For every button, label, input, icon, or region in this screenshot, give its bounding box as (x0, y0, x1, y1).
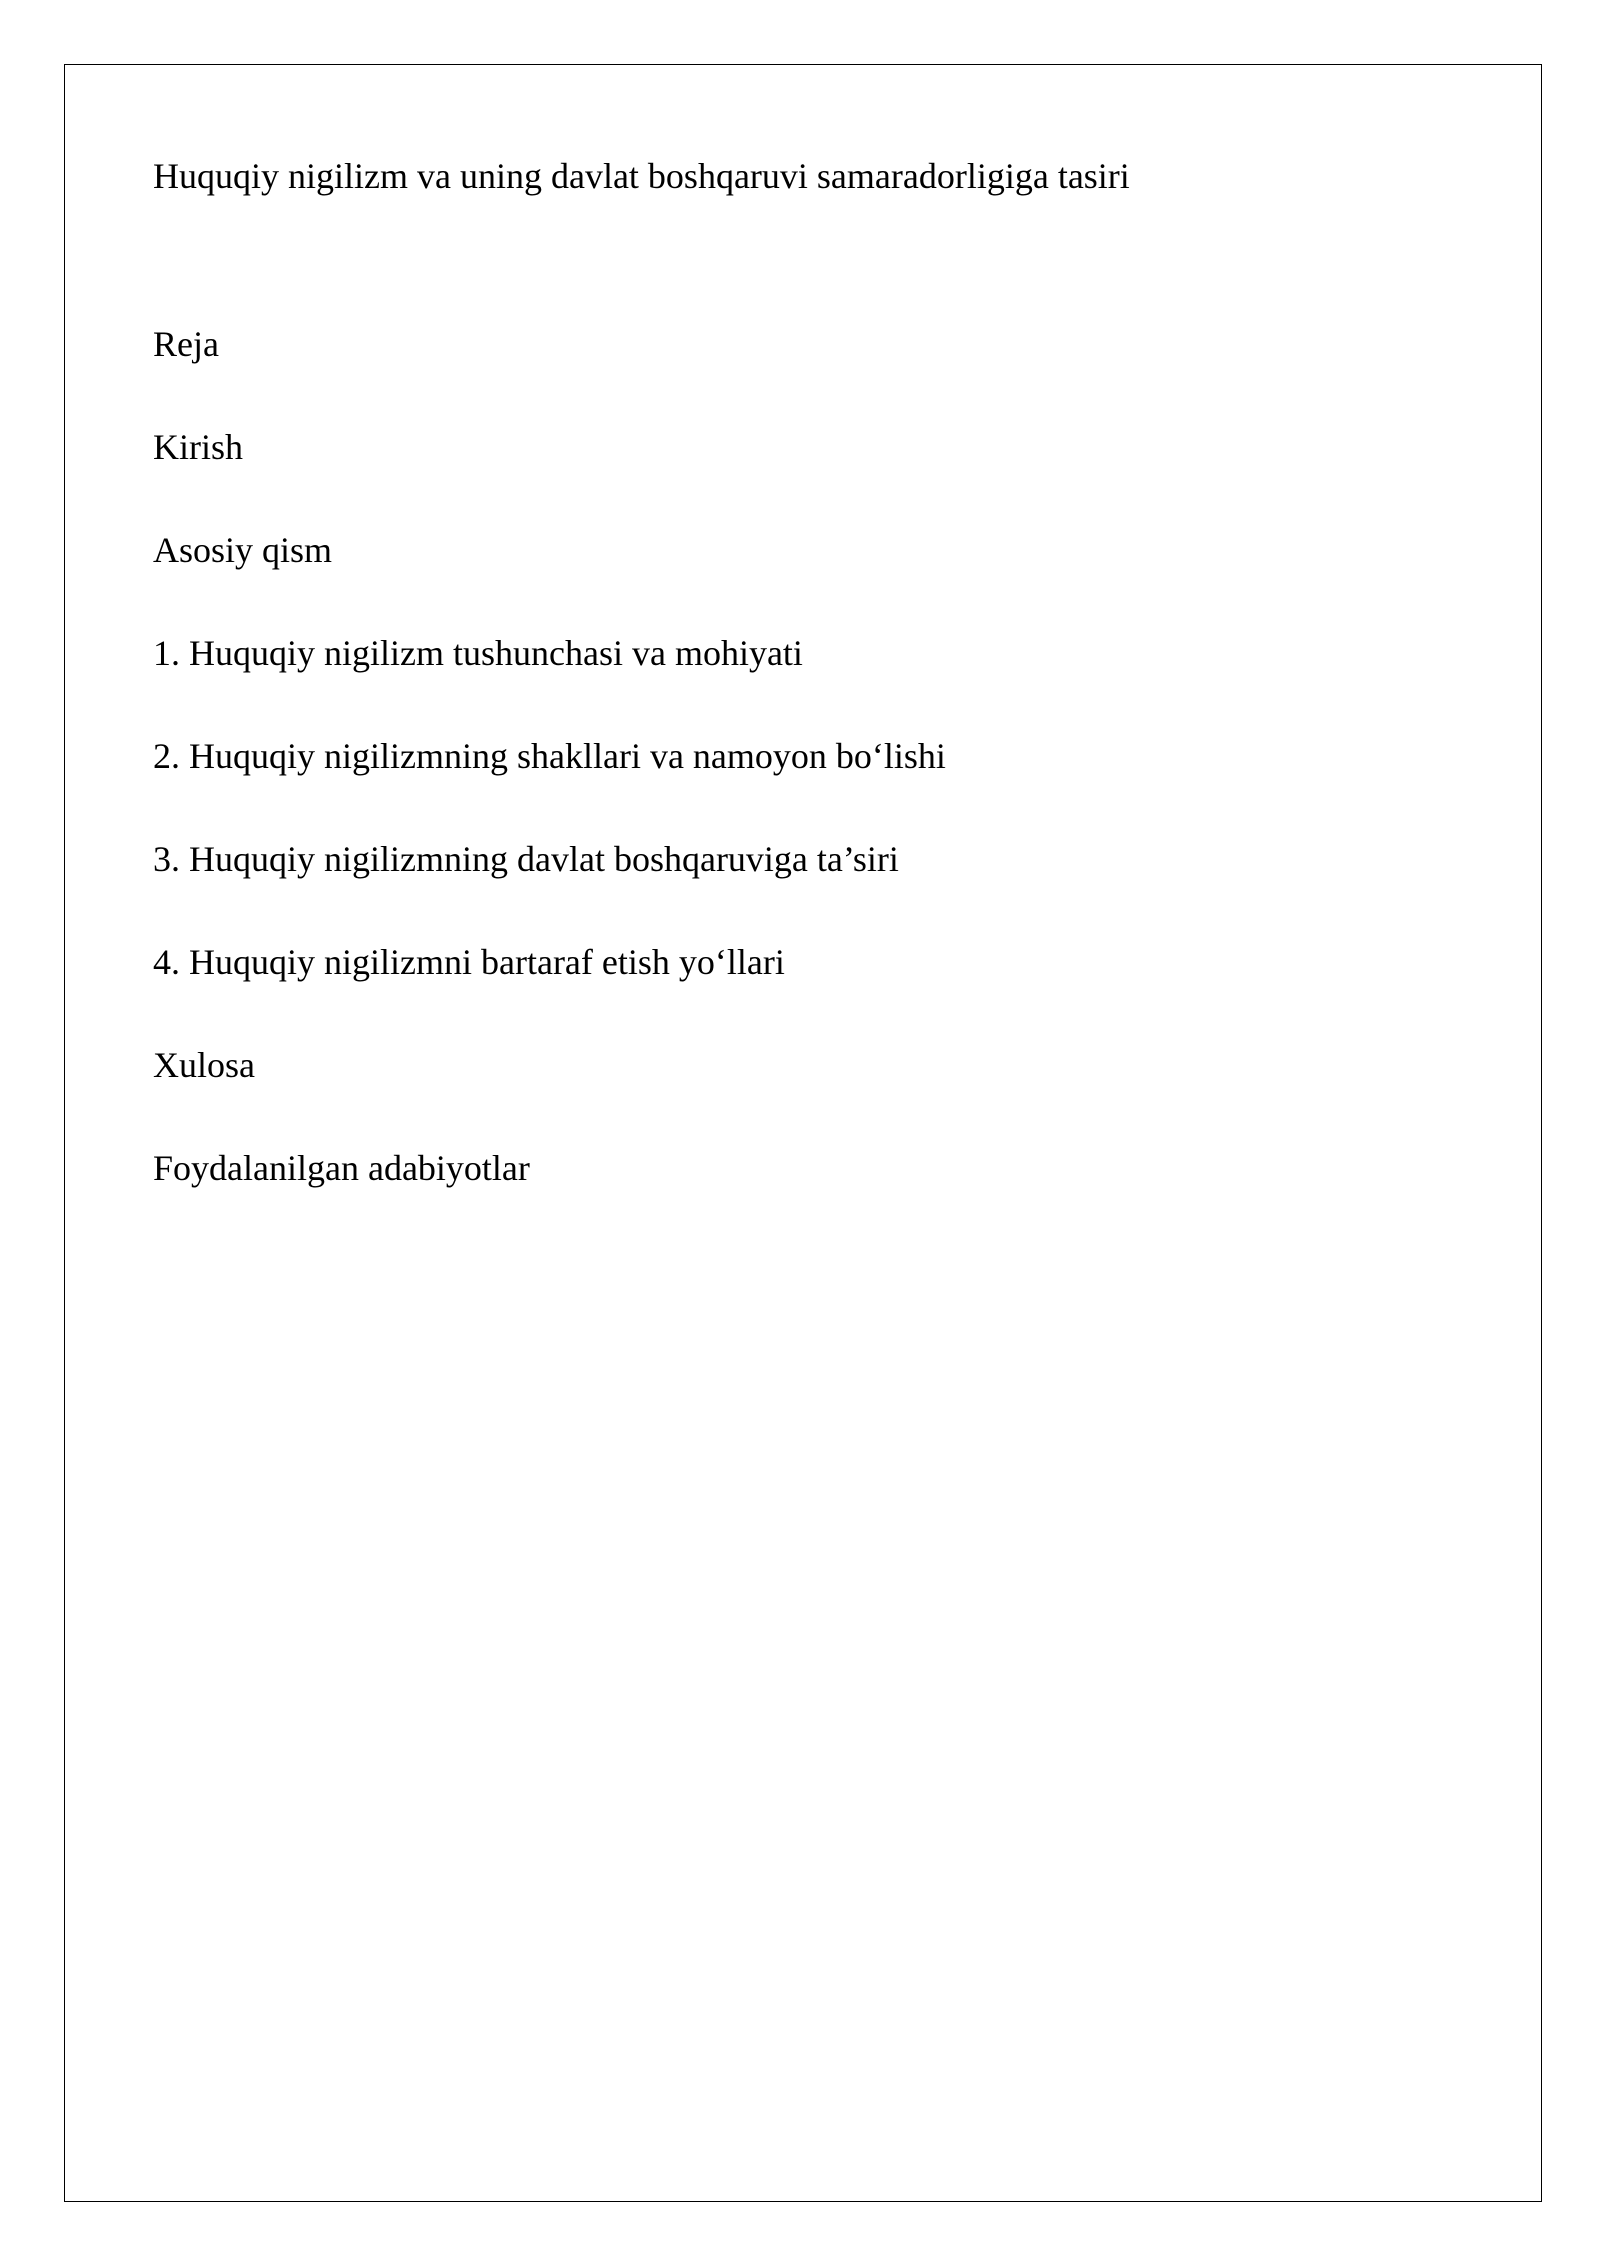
page-border (64, 64, 1542, 2202)
document-title: Huquqiy nigilizm va uning davlat boshqaruvi samaradorligiga tasiri (153, 156, 1130, 196)
plan-item-main-part: Asosiy qism (153, 530, 333, 570)
plan-item-references: Foydalanilgan adabiyotlar (153, 1148, 530, 1188)
plan-item-conclusion: Xulosa (153, 1045, 255, 1085)
plan-heading: Reja (153, 324, 219, 364)
plan-item-2: 2. Huquqiy nigilizmning shakllari va namoyon bo‘lishi (153, 736, 946, 776)
plan-item-3: 3. Huquqiy nigilizmning davlat boshqaruviga ta’siri (153, 839, 899, 879)
plan-item-1: 1. Huquqiy nigilizm tushunchasi va mohiyati (153, 633, 803, 673)
plan-item-4: 4. Huquqiy nigilizmni bartaraf etish yo‘llari (153, 942, 785, 982)
plan-item-introduction: Kirish (153, 427, 243, 467)
